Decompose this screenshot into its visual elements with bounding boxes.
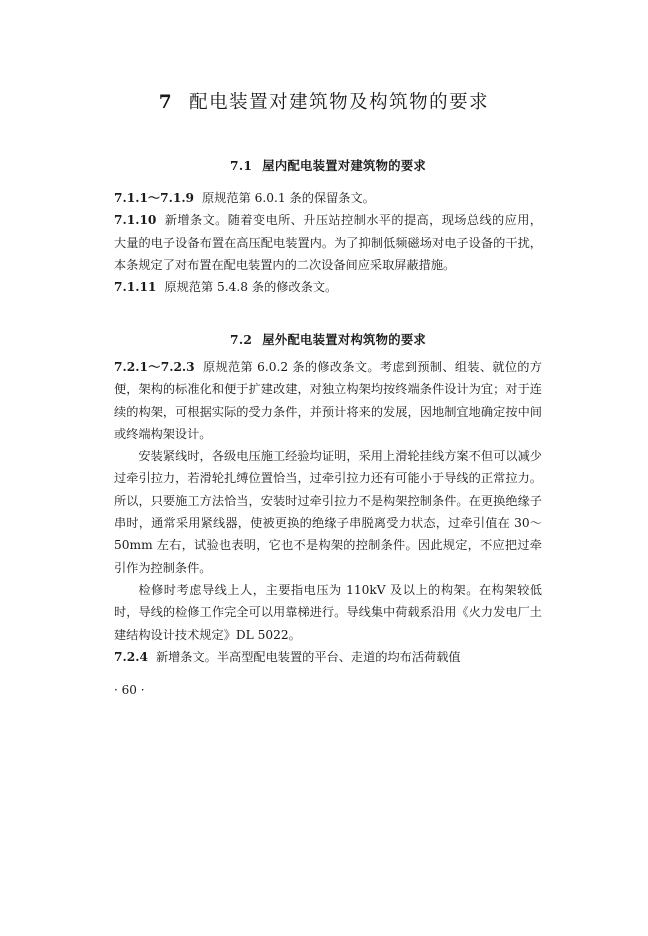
clause-7-1-1-9 — [114, 187, 542, 209]
clause-7-1-11 — [114, 276, 542, 298]
section-title-7-1 — [114, 156, 542, 174]
clause-number: 7.1.10 — [114, 213, 157, 228]
paragraph-installation — [114, 445, 542, 579]
section-title-text: 屋内配电装置对建筑物的要求 — [262, 158, 427, 173]
section-7-2-body — [114, 356, 542, 668]
clause-text: 原规范第 6.0.2 条的修改条文。考虑到预制、组装、就位的方便，架构的标准化和便于扩建改建，对独立构架均按终端条件设计为宜；对于连续的构架，可根据实际的受力条件，并预计将来的发展，因地制宜地确定按中间或终端构架设计。 — [114, 360, 542, 441]
clause-text: 新增条文。半高型配电装置的平台、走道的均布活荷载值 — [155, 649, 461, 664]
section-7-1-body — [114, 187, 542, 298]
clause-number: 7.2.4 — [114, 649, 148, 664]
chapter-title — [0, 88, 648, 114]
clause-number: 7.1.11 — [114, 280, 157, 295]
chapter-number: 7 — [158, 92, 174, 113]
clause-7-1-10 — [114, 209, 542, 276]
clause-7-2-1-3 — [114, 356, 542, 445]
paragraph-text: 检修时考虑导线上人，主要指电压为 110kV 及以上的构架。在构架较低时，导线的检修工作完全可以用靠梯进行。导线集中荷载系沿用《火力发电厂土建结构设计技术规定》DL 5022。 — [114, 582, 542, 642]
clause-number: 7.1.1～7.1.9 — [114, 191, 195, 205]
section-number: 7.2 — [229, 332, 253, 347]
paragraph-text: 安装紧线时，各级电压施工经验均证明，采用上滑轮挂线方案不但可以减少过牵引拉力，若滑轮扎缚位置恰当，过牵引拉力还有可能小于导线的正常拉力。所以，只要施工方法恰当，安装时过牵引拉力不是构架控制条件。在更换绝缘子串时，通常采用紧线器，使被更换的绝缘子串脱离受力状态，过牵引值在 30～50mm 左右，试验也表明，它也不是构架的控制条件。因此规定，不应把过牵引作为控制条件。 — [114, 449, 542, 575]
clause-text: 原规范第 6.0.1 条的保留条文。 — [202, 191, 375, 205]
clause-text: 原规范第 5.4.8 条的修改条文。 — [164, 280, 338, 295]
page-number: · 60 · — [114, 683, 145, 697]
clause-7-2-4 — [114, 646, 542, 668]
clause-number: 7.2.1～7.2.3 — [114, 360, 195, 374]
chapter-title-text: 配电装置对建筑物及构筑物的要求 — [189, 92, 490, 113]
section-number: 7.1 — [229, 158, 253, 173]
section-title-7-2 — [114, 330, 542, 348]
clause-text: 新增条文。随着变电所、升压站控制水平的提高，现场总线的应用，大量的电子设备布置在高压配电装置内。为了抑制低频磁场对电子设备的干扰，本条规定了对布置在配电装置内的二次设备间应采取屏蔽措施。 — [114, 213, 542, 272]
section-title-text: 屋外配电装置对构筑物的要求 — [262, 332, 427, 347]
paragraph-maintenance — [114, 579, 542, 646]
